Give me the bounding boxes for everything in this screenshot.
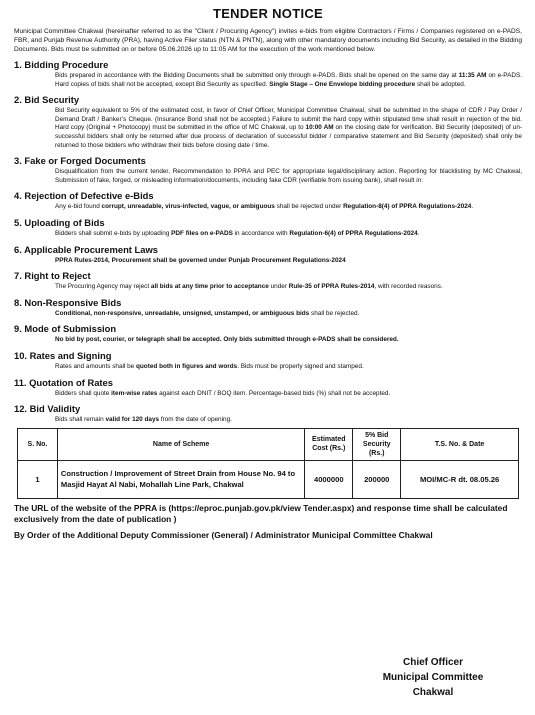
- section-text: .: [417, 229, 420, 237]
- col-header-security: 5% Bid Security (Rs.): [353, 428, 401, 460]
- section-body: [14, 230, 522, 239]
- section-text: on the closing date for verification. Bid Security (deposited) of un-successful bidders shall only be returned after due process of declaration of successful bidder / comparative statement and Bid Security (deposited) shall only be returned to those bidders who withdraw their bids before closing date / time.: [55, 124, 523, 149]
- section-emphasis: PDF files on e-PADS: [171, 229, 233, 237]
- section-heading: 3. Fake or Forged Documents: [14, 155, 146, 167]
- section-heading: 6. Applicable Procurement Laws: [14, 243, 158, 255]
- cell-security: 200000: [353, 460, 401, 498]
- section-text: The Procuring Agency may reject: [55, 283, 151, 291]
- col-header-cost: Estimated Cost (Rs.): [305, 428, 353, 460]
- section-text: shall be rejected.: [309, 309, 360, 317]
- section-1: [14, 59, 522, 89]
- page-title: TENDER NOTICE: [212, 6, 324, 21]
- section-text: Bidders shall submit e-bids by uploading: [55, 229, 172, 237]
- section-heading: 10. Rates and Signing: [14, 349, 112, 361]
- section-body: [14, 168, 522, 185]
- signature-line-2: Municipal Committee: [382, 672, 484, 683]
- section-text: in accordance with: [232, 229, 290, 237]
- intro-paragraph: Municipal Committee Chakwal (hereinafter referred to as the "Client / Procuring Agency") invites e-bids from eligible Contractors / Firms / Companies registered on e-PADS, FBR, and Punjab Revenue Authority (PRA), having Active Filer status (NTN & PNTN), along with other mandatory documents including Bid Security, as detailed in the Bidding Documents. Bids must be submitted on or before 05.06.2026 up to 11:05 AM for the execution of the work mentioned below.: [14, 28, 522, 53]
- signature-line-1: Chief Officer: [402, 657, 463, 668]
- col-header-scheme: Name of Scheme: [57, 428, 304, 460]
- cell-ts: MOI/MC-R dt. 08.05.26: [401, 460, 519, 498]
- section-text: Any e-bid found: [55, 203, 102, 211]
- section-text: .: [471, 203, 474, 211]
- section-text: Bidders shall quote: [55, 389, 112, 397]
- section-text: Bids shall remain: [55, 416, 106, 424]
- section-body: [14, 257, 522, 266]
- section-text: from the date of opening.: [159, 416, 232, 424]
- section-text: . Bids must be properly signed and stamped.: [237, 362, 364, 370]
- col-header-sno: S. No.: [18, 428, 58, 460]
- section-body: [14, 72, 522, 89]
- section-emphasis: corrupt, unreadable, virus-infected, vague, or ambiguous: [101, 203, 275, 211]
- section-3: [14, 155, 522, 185]
- section-text: Disqualification from the current tender, Recommendation to PPRA and PEC for appropriate legal/disciplinary action. Reporting for blacklisting by MC Chakwal, Submission of fake, forged, or misleading information/documents, including fake CDR (verifiable from issuing bank), shall result in:: [55, 168, 522, 184]
- section-text: , with recorded reasons.: [374, 283, 443, 291]
- section-emphasis: all bids at any time prior to acceptance: [150, 283, 269, 291]
- section-body: [14, 390, 522, 399]
- section-body: [14, 203, 522, 212]
- section-emphasis: Rule-35 of PPRA Rules-2014: [288, 283, 375, 291]
- section-emphasis: quoted both in figures and words: [136, 362, 238, 370]
- signature-line-3: Chakwal: [412, 687, 454, 698]
- section-emphasis: item-wise rates: [111, 389, 158, 397]
- section-9: [14, 323, 522, 345]
- section-5: [14, 217, 522, 239]
- section-emphasis: 10:00 AM: [305, 124, 334, 132]
- section-emphasis: Single Stage – One Envelope bidding procedure: [269, 80, 416, 88]
- section-body: [14, 310, 522, 319]
- section-heading: 8. Non-Responsive Bids: [14, 296, 122, 308]
- section-12: [14, 403, 522, 425]
- sections-list: [14, 59, 522, 425]
- section-emphasis: valid for 120 days: [105, 416, 160, 424]
- section-text: against each DNIT / BOQ item. Percentage-based bids (%) shall not be accepted.: [157, 389, 391, 397]
- section-heading: 1. Bidding Procedure: [14, 59, 109, 70]
- section-heading: 12. Bid Validity: [14, 403, 81, 415]
- section-heading: 4. Rejection of Defective e-Bids: [14, 190, 154, 202]
- section-body: [14, 363, 522, 372]
- section-11: [14, 377, 522, 399]
- section-emphasis: 11:35 AM: [458, 72, 487, 79]
- cell-sno: 1: [18, 460, 58, 498]
- section-emphasis: No bid by post, courier, or telegraph shall be accepted. Only bids submitted through e-PADS shall be considered.: [55, 336, 399, 344]
- section-text: under: [268, 283, 289, 291]
- section-emphasis: Regulation-6(4) of PPRA Regulations-2024: [289, 229, 418, 237]
- section-text: Bids prepared in accordance with the Bidding Documents shall be submitted only through e-PADS. Bids shall be opened on the same day at: [55, 72, 459, 79]
- section-6: [14, 244, 522, 266]
- section-heading: 5. Uploading of Bids: [14, 216, 105, 228]
- section-heading: 7. Right to Reject: [14, 270, 91, 282]
- section-10: [14, 350, 522, 372]
- section-body: [14, 416, 522, 425]
- section-text: Bid Security equivalent to 5% of the estimated cost, in favor of Chief Officer, Municipal Committee Chakwal, shall be submitted in the shape of CDR / Pay Order / Demand Draft / Banker’s Cheque. (Insurance Bond shall not be accepted.) Failure to submit the hard copy within stipulated time shall result in rejection of the bid. Hard copy (Original + Photocopy) must be submitted in the office of MC Chakwal, up to: [55, 107, 522, 132]
- section-2: [14, 94, 522, 150]
- cell-scheme: Construction / Improvement of Street Drain from House No. 94 to Masjid Hayat Al Nabi, Mohallah Line Park, Chakwal: [57, 460, 304, 498]
- section-text: Rates and amounts shall be: [55, 362, 136, 370]
- url-note: The URL of the website of the PPRA is (https://eproc.punjab.gov.pk/view Tender.aspx) and response time shall be calculated exclusively from the date of publication ): [14, 502, 508, 524]
- table-row: [18, 460, 519, 498]
- section-emphasis: Conditional, non-responsive, unreadable, unsigned, unstamped, or ambiguous bids: [55, 309, 310, 317]
- section-emphasis: PPRA Rules-2014, Procurement shall be governed under Punjab Procurement Regulations-2024: [55, 256, 346, 264]
- signature-block: [368, 655, 498, 700]
- section-heading: 9. Mode of Submission: [14, 323, 117, 335]
- section-4: [14, 190, 522, 212]
- section-heading: 2. Bid Security: [14, 94, 80, 106]
- section-8: [14, 297, 522, 319]
- section-text: shall be adopted.: [415, 80, 466, 88]
- tender-notice-page: [14, 6, 522, 541]
- section-text: on e-PADS. Hard copies of bids shall not be accepted, except Bid Security as specified.: [55, 72, 522, 88]
- section-emphasis: Regulation-8(4) of PPRA Regulations-2024: [343, 203, 472, 211]
- section-text: shall be rejected under: [274, 203, 344, 211]
- scheme-table: [17, 428, 519, 499]
- section-body: [14, 283, 522, 292]
- section-heading: 11. Quotation of Rates: [14, 376, 113, 388]
- section-body: [14, 336, 522, 345]
- cell-cost: 4000000: [305, 460, 353, 498]
- col-header-ts: T.S. No. & Date: [401, 428, 519, 460]
- section-7: [14, 270, 522, 292]
- table-header-row: [18, 428, 519, 460]
- order-note: By Order of the Additional Deputy Commissioner (General) / Administrator Municipal Committee Chakwal: [14, 529, 433, 540]
- section-body: [14, 107, 522, 150]
